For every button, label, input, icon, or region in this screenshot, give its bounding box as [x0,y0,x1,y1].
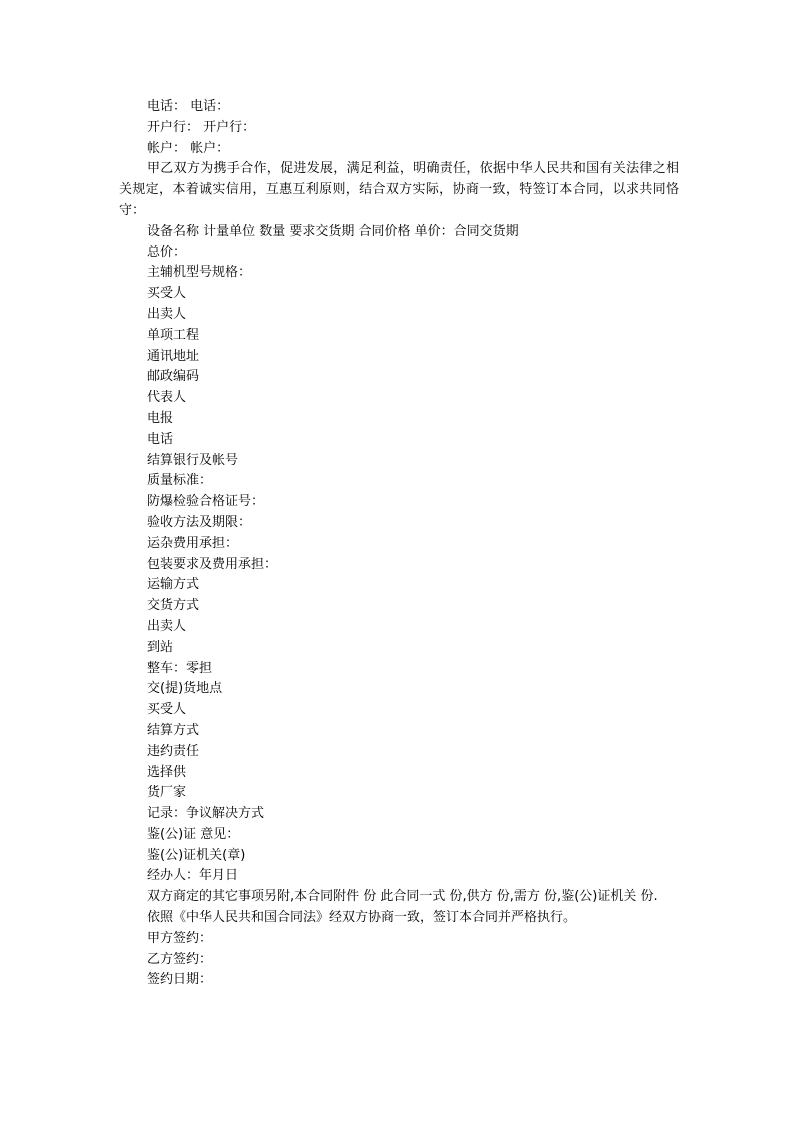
list-item: 电报 [147,410,174,426]
list-item: 记录：争议解决方式 [147,806,265,822]
list-item: 买受人 [147,286,187,302]
list-item: 运输方式 [147,577,200,593]
list-item: 出卖人 [147,618,187,634]
list-item: 到站 [147,639,174,655]
list-item: 运杂费用承担： [147,535,239,551]
list-item: 通讯地址 [147,348,200,364]
copies-paragraph: 双方商定的其它事项另附,本合同附件 份 此合同一式 份,供方 份,需方 份,鉴(公)证机关 份. [147,889,658,905]
signing-date: 签约日期： [147,972,213,988]
bank-line: 开户行： 开户行： [147,119,256,135]
list-item: 买受人 [147,702,187,718]
list-item: 出卖人 [147,306,187,322]
list-item: 质量标准： [147,473,213,489]
list-item: 验收方法及期限： [147,514,252,530]
list-item: 交(提)货地点 [147,681,223,697]
party-b-signature: 乙方签约： [147,951,213,967]
intro-paragraph: 甲乙双方为携手合作，促进发展，满足利益，明确责任，依据中华人民共和国有关法律之相关规定，本着诚实信用，互惠互利原则，结合双方实际，协商一致，特签订本合同，以求共同恪守： [119,161,679,218]
list-item: 包装要求及费用承担： [147,556,278,572]
list-item: 交货方式 [147,598,200,614]
list-item: 鉴(公)证机关(章) [147,847,246,863]
document-body [119,97,679,991]
account-line: 帐户： 帐户： [147,140,230,156]
list-item: 结算方式 [147,722,200,738]
list-item: 代表人 [147,390,187,406]
list-item: 鉴(公)证 意见： [147,826,240,842]
list-item: 设备名称 计量单位 数量 要求交货期 合同价格 单价：合同交货期 [147,223,519,239]
list-item: 经办人：年月日 [147,868,239,884]
list-item: 结算银行及帐号 [147,452,239,468]
list-item: 选择供 [147,764,187,780]
list-item: 整车：零担 [147,660,213,676]
phone-line: 电话： 电话： [147,99,230,114]
closing-line: 依照《中华人民共和国合同法》经双方协商一致，签订本合同并严格执行。 [147,910,577,926]
list-item: 总价： [147,244,187,260]
party-a-signature: 甲方签约： [147,930,213,946]
list-item: 主辅机型号规格： [147,265,252,281]
list-item: 电话 [147,431,174,447]
list-item: 货厂家 [147,785,187,801]
list-item: 违约责任 [147,743,200,759]
list-item: 单项工程 [147,327,200,343]
item-list [119,222,679,888]
list-item: 邮政编码 [147,369,200,385]
list-item: 防爆检验合格证号： [147,494,265,510]
